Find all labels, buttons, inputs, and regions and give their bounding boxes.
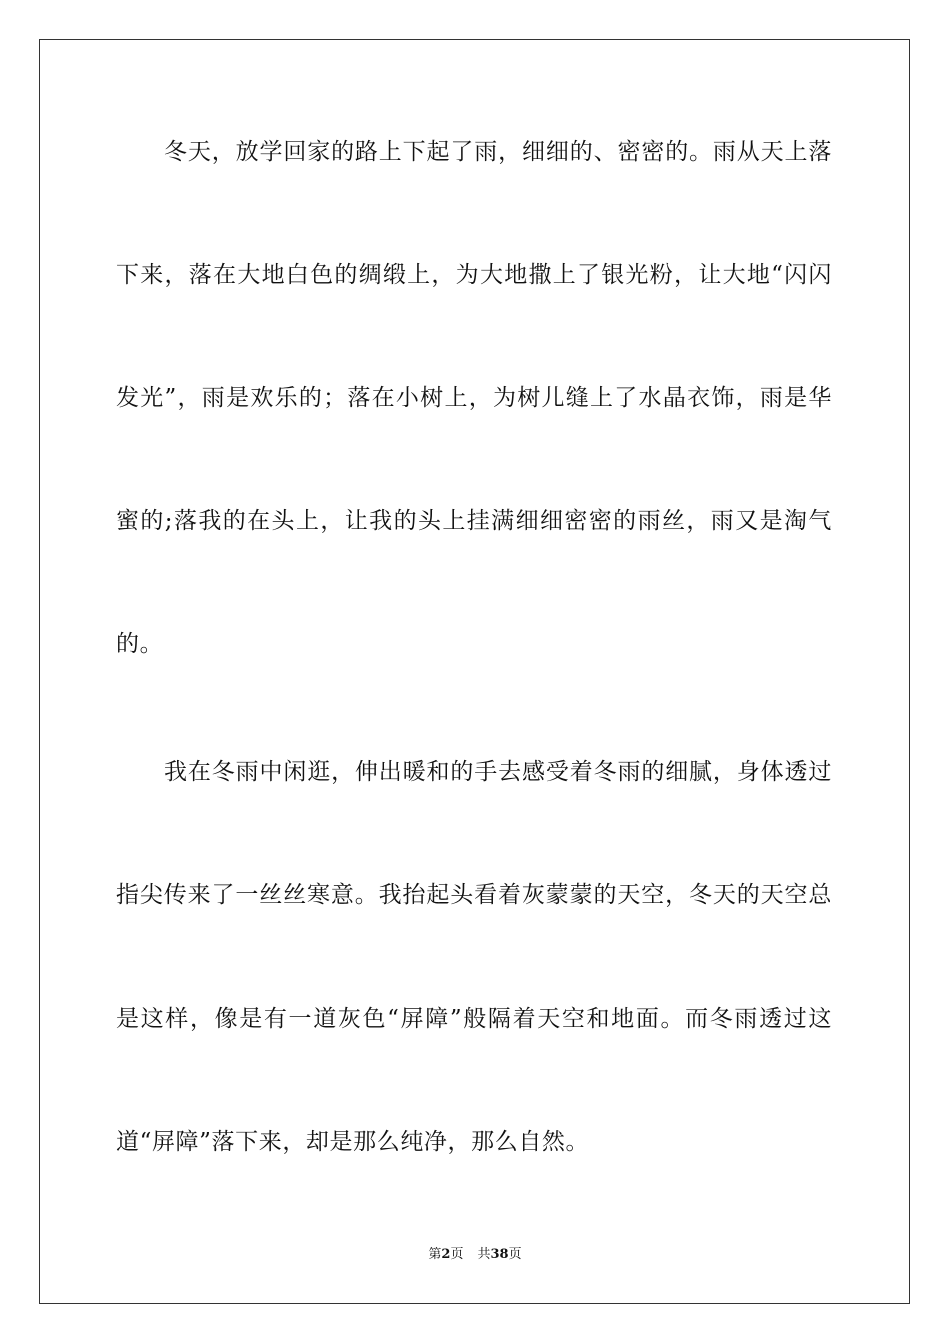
paragraph-1-line-1: 冬天，放学回家的路上下起了雨，细细的、密密的。雨从天上落 (164, 139, 832, 165)
footer-total-prefix: 共 (477, 1247, 491, 1262)
footer-total-suffix: 页 (508, 1247, 522, 1262)
page-border (39, 39, 910, 1304)
footer-total-pages: 38 (490, 1247, 509, 1262)
footer-page-number: 2 (441, 1247, 451, 1262)
paragraph-1-line-3: 发光”，雨是欢乐的；落在小树上，为树儿缝上了水晶衣饰，雨是华 (116, 385, 832, 411)
paragraph-2-line-4: 道“屏障”落下来，却是那么纯净，那么自然。 (116, 1129, 590, 1155)
paragraph-2-line-1: 我在冬雨中闲逛，伸出暖和的手去感受着冬雨的细腻，身体透过 (164, 759, 832, 785)
paragraph-2-line-2: 指尖传来了一丝丝寒意。我抬起头看着灰蒙蒙的天空，冬天的天空总 (116, 882, 832, 908)
footer-page-prefix: 第 (428, 1247, 442, 1262)
footer-page-suffix: 页 (450, 1247, 464, 1262)
paragraph-1-line-2: 下来，落在大地白色的绸缎上，为大地撒上了银光粉，让大地“闪闪 (116, 262, 832, 288)
paragraph-1-line-4: 蜜的;落我的在头上，让我的头上挂满细细密密的雨丝，雨又是淘气 (116, 508, 832, 534)
page-footer (0, 1246, 950, 1264)
paragraph-1-line-5: 的。 (116, 631, 164, 657)
paragraph-2-line-3: 是这样，像是有一道灰色“屏障”般隔着天空和地面。而冬雨透过这 (116, 1006, 832, 1032)
